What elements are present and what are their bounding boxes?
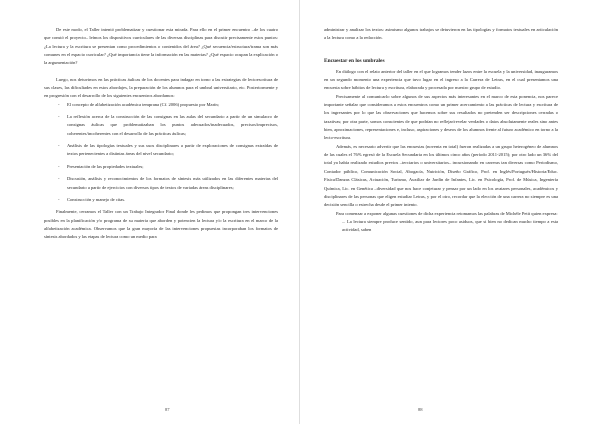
list-item: - La reflexión acerca de la construcción de las consignas en las aulas del secundario a partir de un simulacro de consignas áulicas que problematizaban los puntos adecuados/inadecuados, precisos/imprecisos, coherentes/incoherentes con el desarrollo de las prácticas áulicas; [67, 113, 278, 138]
closing-paragraph: Finalmente, cerramos el Taller con un Trabajo Integrador Final donde les pedimos que propongan tres intervenciones posibles en la planificación y/o programa de su materia que aborden y potencien la lectura y/o la escritura en el marco de la alfabetización académica. Observamos que la gran mayoría de las intervenciones propuestas incorporaban los formatos de síntesis abordados y las etapas de lectura como un medio para [44, 209, 278, 240]
list-item: - Presentación de las propiedades textuales; [67, 163, 278, 171]
block-quote: ... La lectura siempre produce sentido, aun para lectores poco asiduos, que si bien no dedican mucho tiempo a esta actividad, saben [342, 218, 558, 233]
paragraph: Además, es necesario advertir que las encuestas (noventa en total) fueron realizadas a un grupo heterogéneo de alumnos de las cuales el 76% egresó de la Escuela Secundaria en los últimos cinco años (período 2011-2015); por otro lado un 36% del total ya había realizado estudios previos –terciarios o universitarios– incursionando en carreras tan diversas como Periodismo, Contador público, Comunicación Social, Abogacía, Nutrición, Diseño Gráfico, Prof. en Inglés/Portugués/Historia/Educ. Física/Danzas Clásicas, Actuación, Turismo, Auxiliar de Jardín de Infantes, Lic. en Psicología, Prof. de Música, Ingeniería Química, Lic. en Genética –diversidad que nos hace conjeturar y pensar por un lado en los avatares personales, académicos y disciplinares de las personas que eligen estudiar Letras, y por el otro, recordar que la elección de una carrera no siempre es una decisión sencilla o estrecha desde el primer intento. [324, 143, 558, 208]
list-item: - Construcción y manejo de citas. [67, 196, 278, 204]
page-number: 87 [165, 407, 170, 412]
topic-list [44, 101, 278, 204]
paragraph: De este modo, el Taller intentó problematizar y cuestionar esta mirada. Para ello en el primer encuentro –de los cuatro que constó el proyecto– leímos los dispositivos curriculares de las diversas disciplinas para discutir precisamente estos puntos: ¿La lectura y la escritura se presentan como procedimientos o contenidos del área? ¿Qué secuencia/estructura/trama son más comunes en el espacio curricular? ¿Qué importancia tiene la información en las materias? ¿Qué espacio ocupan la explicación o la argumentación? [44, 27, 278, 66]
paragraph: Precisamente al comunicarlo sobre algunos de sus aspectos más interesantes en el marco de esta ponencia, nos parece importante señalar que consideramos a estos encuentros como un primer acercamiento a las prácticas de lectura y escritura de los ingresantes por lo que las observaciones que hacemos sobre sus resultados no pretenden ser descripciones cerradas o taxativas; por otra parte, somos conscientes de que podrían no reflejar/revelar verdades o datos absolutamente reales sino antes bien, aproximaciones, representaciones e, incluso, aspiraciones y deseos de los alumnos frente al futuro académico en torno a la lecto-escritura. [324, 93, 558, 141]
paragraph: Para comenzar a exponer algunas cuestiones de dicha experiencia retomamos las palabras de Michèle Petit quien expresa: [336, 210, 558, 216]
list-item: - Discusión, análisis y reconocimientos de los formatos de síntesis más utilizados en las diferentes materias del secundario a partir de ejercicios con diversos tipos de textos de variadas áreas disciplinares; [67, 175, 278, 192]
section-spacer [324, 43, 558, 57]
list-item: - Análisis de las tipologías textuales y sus usos disciplinares a partir de exploraciones de consignas extraídas de textos pertenecientes a distintas áreas del nivel secundario; [67, 142, 278, 159]
continuation-paragraph: administrar y analizar los textos: asimismo algunos trabajos se detuvieron en las tipologías y formatos textuales en articulación a la lectura como a la redacción. [324, 27, 558, 41]
page-number: 88 [418, 407, 423, 412]
section-heading: Encuestar en los umbrales [324, 57, 385, 64]
right-page [300, 0, 600, 424]
paragraph: En diálogo con el relato anterior del taller en el que logramos tender lazos entre la escuela y la universidad, inauguramos en un segundo momento una experiencia que tuvo lugar en el ingreso a la Carrera de Letras, en el cual presentamos una encuesta sobre hábitos de lectura y escritura, elaborada y procesada por nuestro grupo de estudio. [324, 68, 558, 91]
list-item: - El concepto de alfabetización académica temprana (Cf. 2006) propuesto por Marín; [67, 101, 278, 109]
paragraph: Luego, nos detuvimos en las prácticas áulicas de los docentes para indagar en torno a las estrategias de lectoescritura de sus clases, las dificultades en estos abordajes, la preparación de los alumnos para el umbral universitario, etc. Posteriormente y en progresión con el desarrollo de los siguientes encuentros abordamos: [44, 76, 278, 99]
paragraph-spacer [44, 68, 278, 76]
